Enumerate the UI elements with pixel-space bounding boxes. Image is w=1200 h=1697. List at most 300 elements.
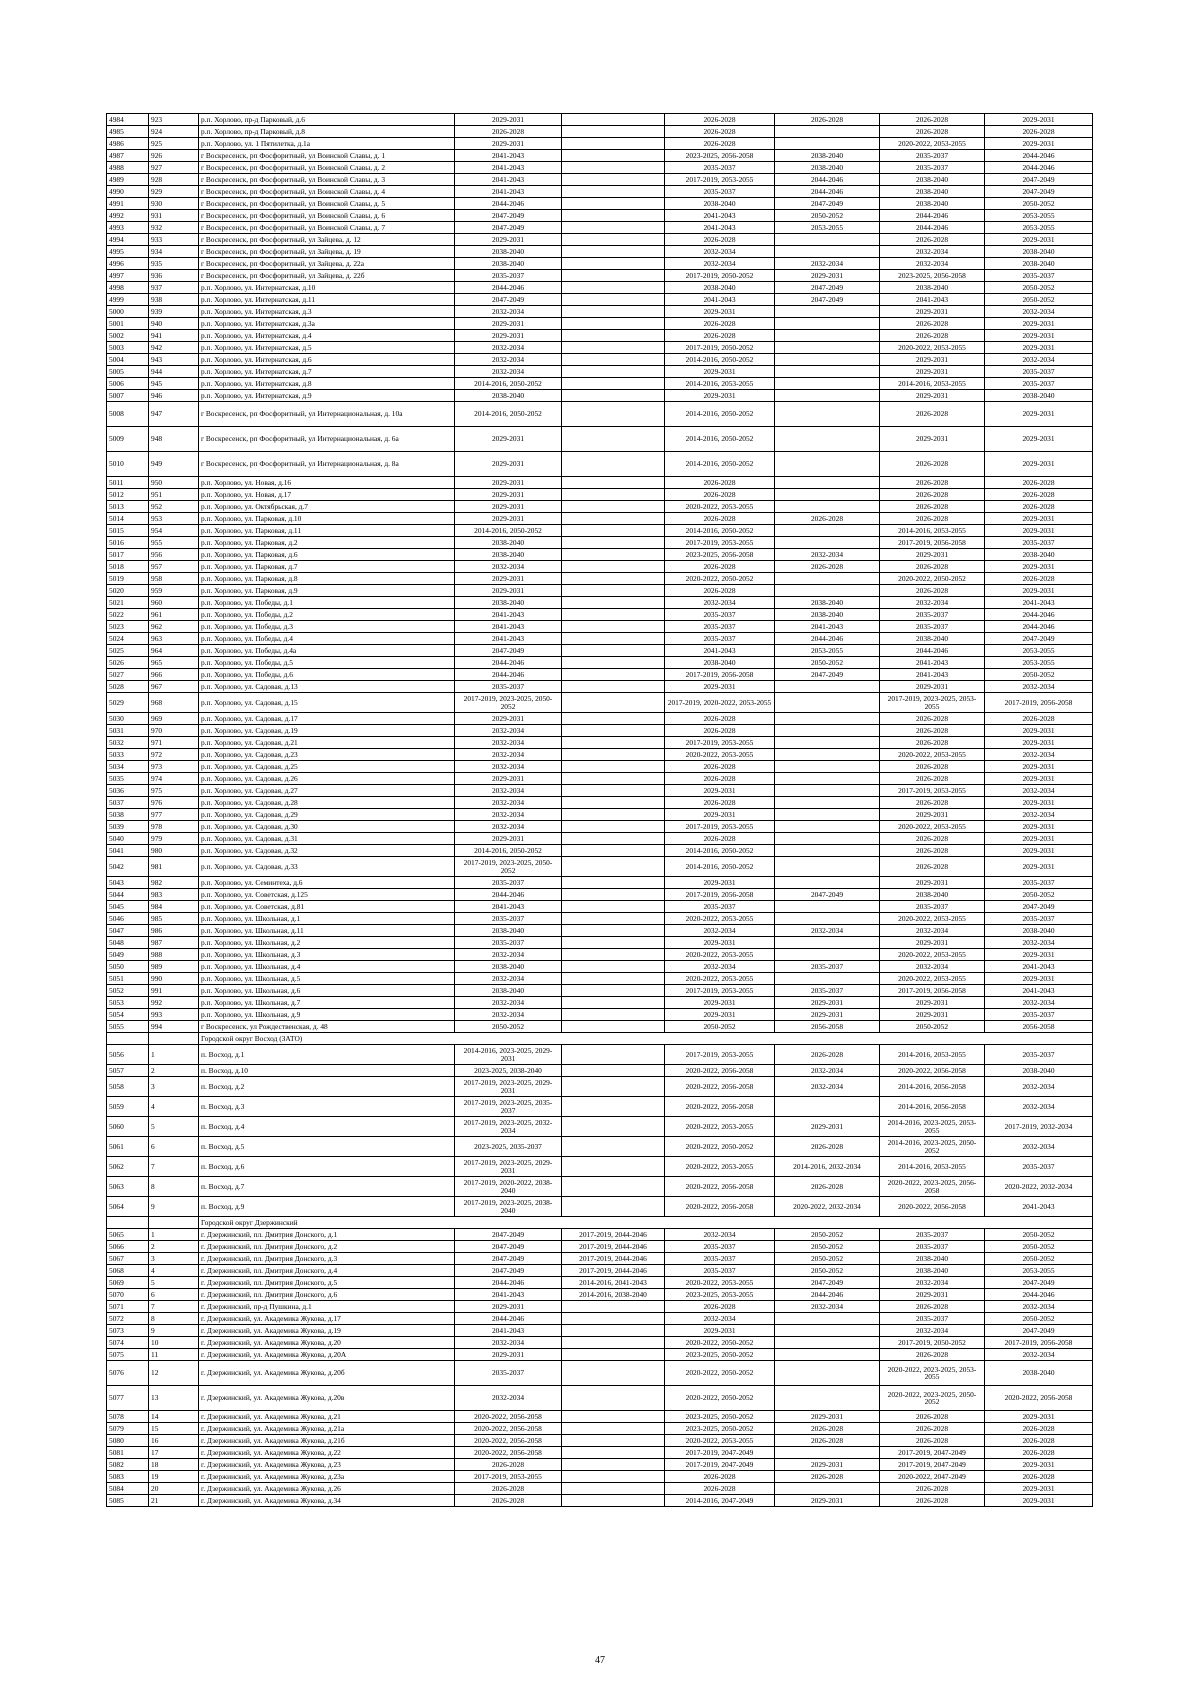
- table-row: [107, 609, 1093, 621]
- cell-period-e: 2014-2016, 2053-2055: [880, 525, 985, 537]
- cell-address: р.п. Хорлово, ул. Школьная, д.3: [199, 949, 455, 961]
- cell-item-index: 926: [149, 150, 199, 162]
- table-body: [107, 114, 1093, 1507]
- cell-period-a: 2038-2040: [455, 549, 562, 561]
- cell-period-d: [775, 342, 880, 354]
- cell-row-number: 5035: [107, 773, 149, 785]
- cell-item-index: 969: [149, 713, 199, 725]
- cell-period-f: 2035-2037: [985, 270, 1093, 282]
- cell-period-a: 2041-2043: [455, 1325, 562, 1337]
- cell-period-e: 2035-2037: [880, 150, 985, 162]
- table-row: [107, 761, 1093, 773]
- cell-period-d: 2032-2034: [775, 258, 880, 270]
- cell-row-number: 5077: [107, 1386, 149, 1411]
- cell-period-f: 2050-2052: [985, 1313, 1093, 1325]
- cell-period-b: [562, 1177, 665, 1197]
- cell-period-c: 2029-2031: [665, 997, 775, 1009]
- cell-period-c: 2023-2025, 2056-2058: [665, 549, 775, 561]
- cell-item-index: 979: [149, 833, 199, 845]
- cell-period-f: 2020-2022, 2032-2034: [985, 1177, 1093, 1197]
- cell-period-f: 2038-2040: [985, 925, 1093, 937]
- cell-period-c: 2020-2022, 2056-2058: [665, 1197, 775, 1217]
- cell-period-c: 2029-2031: [665, 306, 775, 318]
- cell-row-number: 4994: [107, 234, 149, 246]
- cell-period-c: 2017-2019, 2047-2049: [665, 1447, 775, 1459]
- cell-address: г. Дзержинский, пл. Дмитрия Донского, д.1: [199, 1229, 455, 1241]
- cell-period-e: 2032-2034: [880, 1277, 985, 1289]
- table-row: [107, 1313, 1093, 1325]
- table-row: [107, 1253, 1093, 1265]
- table-row: [107, 621, 1093, 633]
- cell-period-d: [775, 427, 880, 452]
- cell-address: п. Восход, д.3: [199, 1097, 455, 1117]
- cell-period-d: [775, 1337, 880, 1349]
- cell-address: р.п. Хорлово, ул. Интернатская, д.3: [199, 306, 455, 318]
- cell-period-a: 2017-2019, 2023-2025, 2050-2052: [455, 693, 562, 713]
- cell-period-e: 2035-2037: [880, 162, 985, 174]
- cell-period-c: 2017-2019, 2053-2055: [665, 174, 775, 186]
- cell-period-b: [562, 1301, 665, 1313]
- document-page: [106, 113, 1092, 1507]
- cell-period-d: [775, 737, 880, 749]
- cell-period-c: 2035-2037: [665, 186, 775, 198]
- cell-period-f: 2047-2049: [985, 901, 1093, 913]
- cell-item-index: 977: [149, 809, 199, 821]
- cell-item-index: 960: [149, 597, 199, 609]
- cell-address: г Воскресенск, рп Фосфоритный, ул Зайцева, д. 12: [199, 234, 455, 246]
- cell-item-index: 12: [149, 1361, 199, 1386]
- cell-item-index: 962: [149, 621, 199, 633]
- cell-period-e: 2038-2040: [880, 198, 985, 210]
- cell-period-d: 2026-2028: [775, 1045, 880, 1065]
- cell-period-d: 2038-2040: [775, 162, 880, 174]
- cell-row-number: 5010: [107, 452, 149, 477]
- cell-period-a: 2038-2040: [455, 390, 562, 402]
- table-row: [107, 1423, 1093, 1435]
- table-row: [107, 1137, 1093, 1157]
- cell-period-e: 2029-2031: [880, 354, 985, 366]
- cell-period-e: 2020-2022, 2053-2055: [880, 949, 985, 961]
- cell-address: р.п. Хорлово, ул. Школьная, д.6: [199, 985, 455, 997]
- cell-period-b: [562, 725, 665, 737]
- cell-period-d: [775, 537, 880, 549]
- cell-period-d: 2029-2031: [775, 997, 880, 1009]
- cell-address: р.п. Хорлово, ул. Интернатская, д.6: [199, 354, 455, 366]
- table-row: [107, 282, 1093, 294]
- cell-period-b: [562, 857, 665, 877]
- cell-period-b: [562, 174, 665, 186]
- cell-address: г Воскресенск, рп Фосфоритный, ул Интернациональная, д. 10а: [199, 402, 455, 427]
- cell-period-e: 2035-2037: [880, 609, 985, 621]
- cell-period-d: [775, 773, 880, 785]
- cell-item-index: 952: [149, 501, 199, 513]
- cell-period-a: 2032-2034: [455, 949, 562, 961]
- page-number: 47: [595, 1655, 605, 1666]
- cell-period-b: 2017-2019, 2044-2046: [562, 1265, 665, 1277]
- cell-period-d: 2032-2034: [775, 549, 880, 561]
- cell-period-a: 2032-2034: [455, 1009, 562, 1021]
- table-row: [107, 949, 1093, 961]
- cell-period-d: 2026-2028: [775, 1423, 880, 1435]
- cell-period-e: 2029-2031: [880, 937, 985, 949]
- cell-period-a: 2029-2031: [455, 513, 562, 525]
- cell-row-number: 5066: [107, 1241, 149, 1253]
- cell-period-d: 2050-2052: [775, 1265, 880, 1277]
- cell-period-e: 2050-2052: [880, 1021, 985, 1033]
- cell-row-number: 4999: [107, 294, 149, 306]
- cell-period-d: [775, 378, 880, 390]
- cell-item-index: 931: [149, 210, 199, 222]
- cell-period-a: 2029-2031: [455, 1349, 562, 1361]
- cell-period-f: 2032-2034: [985, 1097, 1093, 1117]
- cell-period-d: 2029-2031: [775, 1495, 880, 1507]
- cell-address: г. Дзержинский, ул. Академика Жукова, д.17: [199, 1313, 455, 1325]
- cell-row-number: 5076: [107, 1361, 149, 1386]
- cell-address: р.п. Хорлово, ул. Садовая, д.13: [199, 681, 455, 693]
- cell-period-b: [562, 186, 665, 198]
- cell-period-d: 2047-2049: [775, 669, 880, 681]
- cell-period-a: 2017-2019, 2023-2025, 2035-2037: [455, 1097, 562, 1117]
- cell-address: р.п. Хорлово, ул. Садовая, д.21: [199, 737, 455, 749]
- section-spacer: [107, 1217, 149, 1229]
- cell-period-e: 2020-2022, 2050-2052: [880, 573, 985, 585]
- cell-item-index: 4: [149, 1097, 199, 1117]
- cell-period-b: 2014-2016, 2038-2040: [562, 1289, 665, 1301]
- cell-item-index: 950: [149, 477, 199, 489]
- cell-period-f: 2029-2031: [985, 402, 1093, 427]
- cell-period-e: 2026-2028: [880, 330, 985, 342]
- cell-period-a: 2041-2043: [455, 186, 562, 198]
- cell-period-f: 2035-2037: [985, 877, 1093, 889]
- cell-period-f: 2029-2031: [985, 427, 1093, 452]
- cell-period-c: 2020-2022, 2050-2052: [665, 1337, 775, 1349]
- cell-item-index: 928: [149, 174, 199, 186]
- cell-period-e: 2020-2022, 2023-2025, 2050-2052: [880, 1386, 985, 1411]
- cell-period-c: 2026-2028: [665, 1483, 775, 1495]
- cell-period-b: [562, 1459, 665, 1471]
- cell-period-e: 2014-2016, 2023-2025, 2053-2055: [880, 1117, 985, 1137]
- table-row: [107, 1411, 1093, 1423]
- cell-period-b: [562, 342, 665, 354]
- section-row: [107, 1217, 1093, 1229]
- cell-period-f: 2035-2037: [985, 378, 1093, 390]
- cell-period-a: 2029-2031: [455, 501, 562, 513]
- cell-period-e: 2017-2019, 2050-2052: [880, 1337, 985, 1349]
- cell-period-c: 2017-2019, 2053-2055: [665, 1045, 775, 1065]
- cell-period-a: 2029-2031: [455, 477, 562, 489]
- cell-period-c: 2014-2016, 2050-2052: [665, 845, 775, 857]
- cell-period-d: 2056-2058: [775, 1021, 880, 1033]
- table-row: [107, 501, 1093, 513]
- cell-period-e: 2026-2028: [880, 477, 985, 489]
- cell-period-c: 2014-2016, 2053-2055: [665, 378, 775, 390]
- cell-period-c: 2026-2028: [665, 713, 775, 725]
- cell-period-b: [562, 657, 665, 669]
- cell-period-c: 2014-2016, 2050-2052: [665, 525, 775, 537]
- cell-row-number: 5049: [107, 949, 149, 961]
- cell-period-c: 2026-2028: [665, 318, 775, 330]
- cell-period-e: 2020-2022, 2056-2058: [880, 1065, 985, 1077]
- cell-period-f: 2029-2031: [985, 525, 1093, 537]
- cell-period-a: 2044-2046: [455, 198, 562, 210]
- cell-period-e: 2041-2043: [880, 657, 985, 669]
- cell-period-b: [562, 222, 665, 234]
- cell-item-index: 5: [149, 1117, 199, 1137]
- cell-period-b: [562, 1313, 665, 1325]
- cell-period-b: [562, 997, 665, 1009]
- cell-period-d: 2029-2031: [775, 1411, 880, 1423]
- cell-row-number: 5036: [107, 785, 149, 797]
- cell-period-d: [775, 681, 880, 693]
- table-row: [107, 1021, 1093, 1033]
- cell-item-index: 10: [149, 1337, 199, 1349]
- cell-period-a: 2032-2034: [455, 809, 562, 821]
- cell-row-number: 4996: [107, 258, 149, 270]
- table-row: [107, 645, 1093, 657]
- cell-period-d: [775, 797, 880, 809]
- cell-period-c: 2032-2034: [665, 258, 775, 270]
- cell-period-c: 2035-2037: [665, 1241, 775, 1253]
- cell-period-d: [775, 489, 880, 501]
- cell-period-d: 2014-2016, 2032-2034: [775, 1157, 880, 1177]
- cell-row-number: 5029: [107, 693, 149, 713]
- cell-period-e: 2038-2040: [880, 1265, 985, 1277]
- cell-address: г Воскресенск, рп Фосфоритный, ул Зайцева, д. 22б: [199, 270, 455, 282]
- table-row: [107, 961, 1093, 973]
- cell-period-d: [775, 693, 880, 713]
- cell-item-index: 2: [149, 1065, 199, 1077]
- cell-row-number: 5041: [107, 845, 149, 857]
- section-spacer: [149, 1033, 199, 1045]
- table-row: [107, 657, 1093, 669]
- cell-period-e: 2032-2034: [880, 961, 985, 973]
- cell-address: г. Дзержинский, пл. Дмитрия Донского, д.6: [199, 1289, 455, 1301]
- cell-period-d: [775, 973, 880, 985]
- cell-period-e: 2038-2040: [880, 186, 985, 198]
- cell-item-index: 929: [149, 186, 199, 198]
- cell-period-b: [562, 949, 665, 961]
- cell-period-b: [562, 452, 665, 477]
- cell-row-number: 5063: [107, 1177, 149, 1197]
- table-row: [107, 162, 1093, 174]
- cell-period-d: [775, 1447, 880, 1459]
- cell-address: г. Дзержинский, ул. Академика Жукова, д.21: [199, 1411, 455, 1423]
- cell-address: п. Восход, д.5: [199, 1137, 455, 1157]
- cell-item-index: 9: [149, 1325, 199, 1337]
- cell-period-f: 2053-2055: [985, 222, 1093, 234]
- cell-item-index: 925: [149, 138, 199, 150]
- cell-period-e: 2029-2031: [880, 809, 985, 821]
- cell-period-f: 2026-2028: [985, 1471, 1093, 1483]
- cell-item-index: 975: [149, 785, 199, 797]
- cell-period-c: 2032-2034: [665, 1229, 775, 1241]
- cell-period-c: 2026-2028: [665, 1471, 775, 1483]
- cell-period-f: 2026-2028: [985, 1423, 1093, 1435]
- table-row: [107, 306, 1093, 318]
- cell-period-d: [775, 1386, 880, 1411]
- cell-period-c: 2014-2016, 2050-2052: [665, 452, 775, 477]
- cell-address: г Воскресенск, рп Фосфоритный, ул Интернациональная, д. 6а: [199, 427, 455, 452]
- cell-address: р.п. Хорлово, ул. Садовая, д.25: [199, 761, 455, 773]
- cell-period-e: 2032-2034: [880, 925, 985, 937]
- cell-period-c: 2029-2031: [665, 681, 775, 693]
- cell-item-index: 930: [149, 198, 199, 210]
- cell-period-b: [562, 785, 665, 797]
- cell-row-number: 5028: [107, 681, 149, 693]
- cell-period-f: 2038-2040: [985, 1065, 1093, 1077]
- table-row: [107, 749, 1093, 761]
- cell-period-f: 2032-2034: [985, 1077, 1093, 1097]
- cell-period-a: 2038-2040: [455, 246, 562, 258]
- cell-period-d: [775, 366, 880, 378]
- table-row: [107, 561, 1093, 573]
- cell-period-f: 2035-2037: [985, 1157, 1093, 1177]
- cell-item-index: 7: [149, 1157, 199, 1177]
- cell-period-c: 2020-2022, 2053-2055: [665, 501, 775, 513]
- cell-period-e: 2038-2040: [880, 282, 985, 294]
- cell-period-b: [562, 246, 665, 258]
- cell-address: р.п. Хорлово, ул. Победы, д.2: [199, 609, 455, 621]
- cell-period-a: 2032-2034: [455, 973, 562, 985]
- table-row: [107, 833, 1093, 845]
- cell-period-f: 2032-2034: [985, 1301, 1093, 1313]
- cell-item-index: 967: [149, 681, 199, 693]
- cell-period-d: 2026-2028: [775, 114, 880, 126]
- cell-period-a: 2047-2049: [455, 1265, 562, 1277]
- cell-period-d: [775, 306, 880, 318]
- cell-period-f: 2017-2019, 2032-2034: [985, 1117, 1093, 1137]
- cell-period-c: 2020-2022, 2056-2058: [665, 1077, 775, 1097]
- cell-period-e: 2020-2022, 2023-2025, 2053-2055: [880, 1361, 985, 1386]
- cell-item-index: 976: [149, 797, 199, 809]
- cell-row-number: 5037: [107, 797, 149, 809]
- cell-item-index: 937: [149, 282, 199, 294]
- cell-period-f: 2029-2031: [985, 761, 1093, 773]
- cell-item-index: 6: [149, 1137, 199, 1157]
- cell-period-f: 2026-2028: [985, 1447, 1093, 1459]
- cell-period-b: [562, 537, 665, 549]
- cell-period-a: 2017-2019, 2053-2055: [455, 1471, 562, 1483]
- table-row: [107, 573, 1093, 585]
- cell-period-e: 2026-2028: [880, 513, 985, 525]
- cell-period-c: 2020-2022, 2053-2055: [665, 1157, 775, 1177]
- cell-period-f: 2044-2046: [985, 621, 1093, 633]
- cell-address: г. Дзержинский, пл. Дмитрия Донского, д.2: [199, 1241, 455, 1253]
- cell-period-d: [775, 585, 880, 597]
- cell-address: р.п. Хорлово, ул. 1 Пятилетка, д.1а: [199, 138, 455, 150]
- cell-period-d: [775, 1313, 880, 1325]
- cell-period-e: 2026-2028: [880, 1411, 985, 1423]
- cell-period-f: 2029-2031: [985, 737, 1093, 749]
- cell-period-a: 2029-2031: [455, 713, 562, 725]
- cell-period-a: 2038-2040: [455, 961, 562, 973]
- cell-address: г. Дзержинский, ул. Академика Жукова, д.23: [199, 1459, 455, 1471]
- cell-period-a: 2017-2019, 2023-2025, 2038-2040: [455, 1197, 562, 1217]
- cell-period-e: 2020-2022, 2053-2055: [880, 749, 985, 761]
- cell-period-d: 2050-2052: [775, 657, 880, 669]
- cell-address: р.п. Хорлово, ул. Школьная, д.5: [199, 973, 455, 985]
- cell-period-d: 2026-2028: [775, 1137, 880, 1157]
- cell-address: г. Дзержинский, ул. Академика Жукова, д.22: [199, 1447, 455, 1459]
- cell-period-e: 2020-2022, 2053-2055: [880, 342, 985, 354]
- cell-period-a: 2017-2019, 2023-2025, 2029-2031: [455, 1157, 562, 1177]
- cell-period-b: [562, 985, 665, 997]
- cell-period-b: [562, 501, 665, 513]
- cell-item-index: 932: [149, 222, 199, 234]
- cell-address: п. Восход, д.7: [199, 1177, 455, 1197]
- cell-address: р.п. Хорлово, ул. Октябрьская, д.7: [199, 501, 455, 513]
- cell-period-e: 2026-2028: [880, 1483, 985, 1495]
- cell-address: р.п. Хорлово, ул. Победы, д.3: [199, 621, 455, 633]
- table-row: [107, 1471, 1093, 1483]
- cell-period-c: 2026-2028: [665, 797, 775, 809]
- cell-address: р.п. Хорлово, ул. Парковая, д.7: [199, 561, 455, 573]
- cell-address: р.п. Хорлово, ул. Школьная, д.7: [199, 997, 455, 1009]
- cell-period-a: 2032-2034: [455, 737, 562, 749]
- cell-period-c: 2041-2043: [665, 645, 775, 657]
- cell-item-index: 945: [149, 378, 199, 390]
- table-row: [107, 1077, 1093, 1097]
- cell-period-d: 2044-2046: [775, 1289, 880, 1301]
- cell-period-c: 2029-2031: [665, 366, 775, 378]
- cell-period-a: 2038-2040: [455, 925, 562, 937]
- cell-item-index: 971: [149, 737, 199, 749]
- cell-period-e: 2029-2031: [880, 997, 985, 1009]
- cell-row-number: 5003: [107, 342, 149, 354]
- cell-period-a: 2026-2028: [455, 1483, 562, 1495]
- cell-period-c: 2041-2043: [665, 222, 775, 234]
- cell-address: р.п. Хорлово, ул. Интернатская, д.8: [199, 378, 455, 390]
- table-row: [107, 1117, 1093, 1137]
- cell-period-a: 2032-2034: [455, 561, 562, 573]
- cell-item-index: 13: [149, 1386, 199, 1411]
- cell-item-index: 984: [149, 901, 199, 913]
- cell-period-c: 2026-2028: [665, 489, 775, 501]
- cell-row-number: 4995: [107, 246, 149, 258]
- cell-period-b: [562, 609, 665, 621]
- table-row: [107, 1386, 1093, 1411]
- cell-period-f: 2053-2055: [985, 645, 1093, 657]
- cell-period-f: 2050-2052: [985, 889, 1093, 901]
- table-row: [107, 1337, 1093, 1349]
- cell-item-index: 957: [149, 561, 199, 573]
- cell-period-a: 2029-2031: [455, 489, 562, 501]
- cell-period-c: 2020-2022, 2053-2055: [665, 949, 775, 961]
- cell-period-b: [562, 402, 665, 427]
- cell-period-c: 2017-2019, 2053-2055: [665, 737, 775, 749]
- cell-row-number: 5043: [107, 877, 149, 889]
- cell-period-f: 2026-2028: [985, 489, 1093, 501]
- cell-period-e: 2026-2028: [880, 1435, 985, 1447]
- cell-period-e: 2044-2046: [880, 210, 985, 222]
- cell-address: г. Дзержинский, пл. Дмитрия Донского, д.4: [199, 1265, 455, 1277]
- cell-period-b: [562, 713, 665, 725]
- cell-period-e: 2029-2031: [880, 390, 985, 402]
- cell-period-b: [562, 1009, 665, 1021]
- table-row: [107, 126, 1093, 138]
- cell-period-c: 2029-2031: [665, 390, 775, 402]
- cell-period-e: 2029-2031: [880, 1289, 985, 1301]
- cell-row-number: 5039: [107, 821, 149, 833]
- cell-period-d: 2041-2043: [775, 621, 880, 633]
- cell-period-b: 2014-2016, 2041-2043: [562, 1277, 665, 1289]
- table-row: [107, 585, 1093, 597]
- table-row: [107, 525, 1093, 537]
- table-row: [107, 1229, 1093, 1241]
- cell-item-index: 5: [149, 1277, 199, 1289]
- cell-period-e: 2038-2040: [880, 174, 985, 186]
- table-row: [107, 489, 1093, 501]
